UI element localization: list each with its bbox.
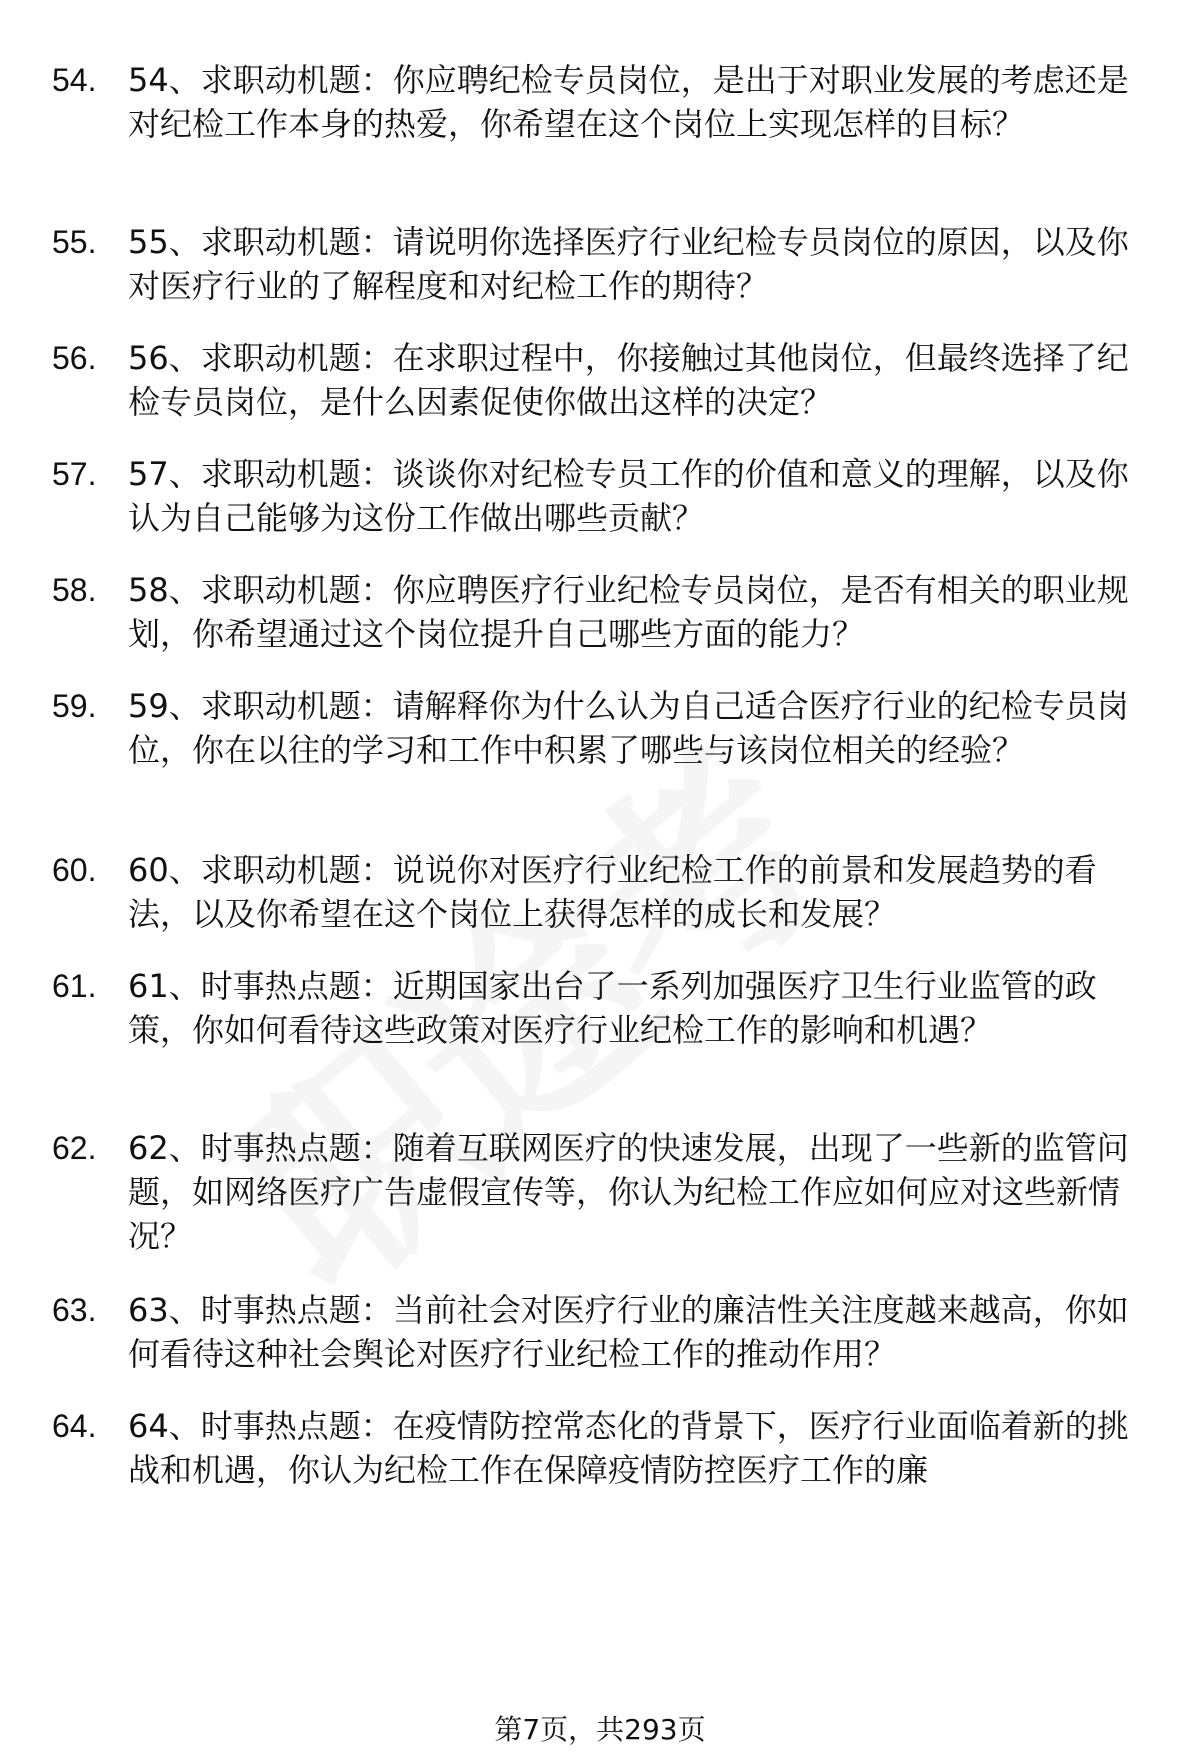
item-number: 59. xyxy=(52,688,97,724)
item-number: 62. xyxy=(52,1130,97,1166)
item-number: 56. xyxy=(52,340,97,376)
item-text: 57、求职动机题：谈谈你对纪检专员工作的价值和意义的理解，以及你认为自己能够为这份工作做出哪些贡献？ xyxy=(128,455,1129,537)
item-text: 62、时事热点题：随着互联网医疗的快速发展，出现了一些新的监管问题，如网络医疗广告虚假宣传等，你认为纪检工作应如何应对这些新情况？ xyxy=(128,1129,1129,1255)
item-number: 57. xyxy=(52,456,97,492)
item-text: 64、时事热点题：在疫情防控常态化的背景下，医疗行业面临着新的挑战和机遇，你认为纪检工作在保障疫情防控医疗工作的廉 xyxy=(128,1407,1129,1489)
item-text: 54、求职动机题：你应聘纪检专员岗位，是出于对职业发展的考虑还是对纪检工作本身的热爱，你希望在这个岗位上实现怎样的目标？ xyxy=(128,61,1129,143)
item-number: 58. xyxy=(52,572,97,608)
item-number: 54. xyxy=(52,62,97,98)
item-number: 55. xyxy=(52,224,97,260)
item-text: 60、求职动机题：说说你对医疗行业纪检工作的前景和发展趋势的看法，以及你希望在这个岗位上获得怎样的成长和发展？ xyxy=(128,851,1097,933)
item-number: 61. xyxy=(52,968,97,1004)
item-text: 55、求职动机题：请说明你选择医疗行业纪检专员岗位的原因，以及你对医疗行业的了解程度和对纪检工作的期待？ xyxy=(128,223,1129,305)
item-text: 56、求职动机题：在求职过程中，你接触过其他岗位，但最终选择了纪检专员岗位，是什么因素促使你做出这样的决定？ xyxy=(128,339,1129,421)
item-number: 63. xyxy=(52,1292,97,1328)
item-text: 63、时事热点题：当前社会对医疗行业的廉洁性关注度越来越高，你如何看待这种社会舆论对医疗行业纪检工作的推动作用？ xyxy=(128,1291,1129,1373)
page-footer: 第7页，共293页 xyxy=(494,1713,706,1746)
item-text: 59、求职动机题：请解释你为什么认为自己适合医疗行业的纪检专员岗位，你在以往的学习和工作中积累了哪些与该岗位相关的经验？ xyxy=(128,687,1129,769)
item-text: 61、时事热点题：近期国家出台了一系列加强医疗卫生行业监管的政策，你如何看待这些政策对医疗行业纪检工作的影响和机遇？ xyxy=(128,967,1097,1049)
item-number: 60. xyxy=(52,852,97,888)
item-text: 58、求职动机题：你应聘医疗行业纪检专员岗位，是否有相关的职业规划，你希望通过这个岗位提升自己哪些方面的能力？ xyxy=(128,571,1129,653)
item-number: 64. xyxy=(52,1408,97,1444)
